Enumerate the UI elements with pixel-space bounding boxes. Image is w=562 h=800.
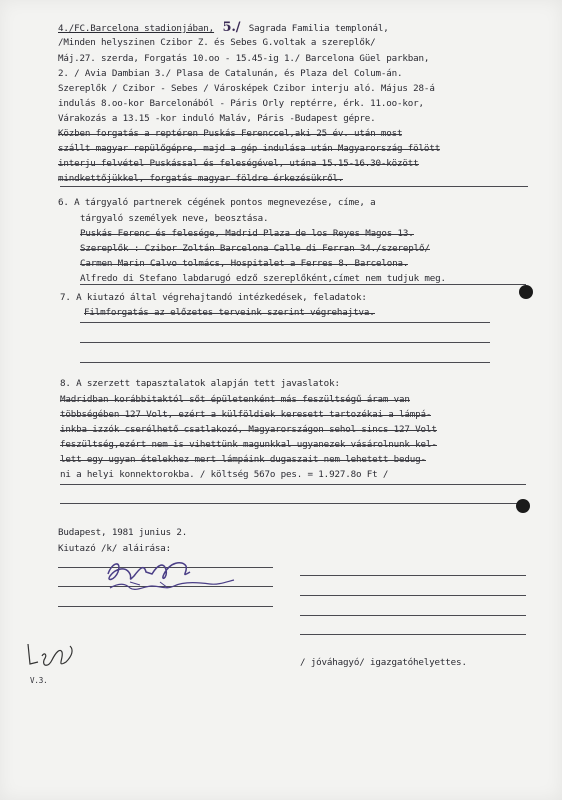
s7-rule-1 <box>80 322 490 323</box>
s4-line-10: interju felvétel Puskással és feleségével, utána 15.15-16.30-között <box>58 158 419 169</box>
s4-line-4: 2. / Avia Dambian 3./ Plasa de Catalunán, és Plaza del Colum-án. <box>58 68 403 79</box>
s4-line-6: indulás 8.oo-kor Barcelonából - Páris Orly reptérre, érk. 11.oo-kor, <box>58 98 424 109</box>
s7-rule-2 <box>80 342 490 343</box>
s4-line-11: mindkettőjükkel, forgatás magyar földre érkezésükről. <box>58 173 344 184</box>
approver-label: / jóváhagyó/ igazgatóhelyettes. <box>300 657 467 668</box>
s4-line-9: szállt magyar repülőgépre, majd a gép indulása után Magyarország fölött <box>58 143 441 154</box>
s8-heading: 8. A szerzett tapasztalatok alapján tett javaslatok: <box>60 378 340 389</box>
s7-line-1: Filmforgatás az előzetes terveink szerint végrehajtva. <box>84 307 375 318</box>
s4-line-5: Szereplők / Czibor - Sebes / Városképek Czibor interju aló. Május 28-á <box>58 83 435 94</box>
s8-line-6: ni a helyi konnektorokba. / költség 567o pes. = 1.927.8o Ft / <box>60 469 389 480</box>
s4-line-3: Máj.27. szerda, Forgatás 10.oo - 15.45-ig 1./ Barcelona Güel parkban, <box>58 53 430 64</box>
s8-line-2: többségében 127 Volt, ezért a külföldiek keresett tartozékai a lámpá- <box>60 409 432 420</box>
s7-heading: 7. A kiutazó által végrehajtandó intézkedések, feladatok: <box>60 292 367 303</box>
s7-rule-3 <box>80 362 490 363</box>
sig-rule-left-3 <box>58 606 273 607</box>
punch-hole-top <box>519 285 533 299</box>
s6-line-2: Szereplők : Czibor Zoltán Barcelona Calle di Ferran 34./szereplő/ <box>80 243 430 254</box>
s8-rule-1 <box>60 484 526 485</box>
s8-line-4: feszültség,ezért nem is vihettünk magunkkal ugyanezek vásárolnunk kel- <box>60 439 437 450</box>
handwritten-signature <box>100 552 250 597</box>
s6-heading-2: tárgyaló személyek neve, beosztása. <box>80 213 269 224</box>
sig-rule-right-3 <box>300 615 526 616</box>
sig-rule-right-2 <box>300 595 526 596</box>
s4-text-1: 4./FC.Barcelona stadionjában, <box>58 23 215 34</box>
s4-rule <box>60 186 528 187</box>
s4-text-1b: Sagrada Familia templonál, <box>248 23 389 34</box>
s6-line-3: Carmen Marin Calvo tolmács, Hospitalet a Ferres 8. Barcelona. <box>80 258 409 269</box>
s6-line-4: Alfredo di Stefano labdarugó edző szereplőként,címet nem tudjuk meg. <box>80 273 446 284</box>
sig-rule-right-1 <box>300 575 526 576</box>
handwritten-number: 5./ <box>222 20 241 35</box>
s6-heading-1: 6. A tárgyaló partnerek cégének pontos megnevezése, címe, a <box>58 197 376 208</box>
s6-line-1: Puskás Ferenc és felesége, Madrid Plaza de los Reyes Magos 13. <box>80 228 414 239</box>
s8-line-3: inkba izzók cserélhető csatlakozó, Magyarországon sehol sincs 127 Volt <box>60 424 437 435</box>
place-date: Budapest, 1981 junius 2. <box>58 527 188 538</box>
s6-rule <box>80 284 526 285</box>
punch-hole-bottom <box>516 499 530 513</box>
sig-rule-right-4 <box>300 634 526 635</box>
margin-note: V.3. <box>30 676 48 685</box>
s4-line-8: Közben forgatás a reptéren Puskás Ferenccel,aki 25 év. után most <box>58 128 403 139</box>
s4-line-7: Várakozás a 13.15 -kor induló Maláv, Páris -Budapest gépre. <box>58 113 376 124</box>
signature-label: Kiutazó /k/ aláirása: <box>58 543 172 554</box>
s8-line-1: Madridban korábbitaktól sőt épületenként más feszültségű áram van <box>60 394 410 405</box>
s8-rule-2 <box>60 503 526 504</box>
s4-line-1 <box>58 20 389 35</box>
s8-line-5: lett egy ugyan ételekhez mert lámpáink dugaszait nem lehetett bedug- <box>60 454 426 465</box>
s4-line-2: /Minden helyszinen Czibor Z. és Sebes G.voltak a szereplők/ <box>58 37 376 48</box>
